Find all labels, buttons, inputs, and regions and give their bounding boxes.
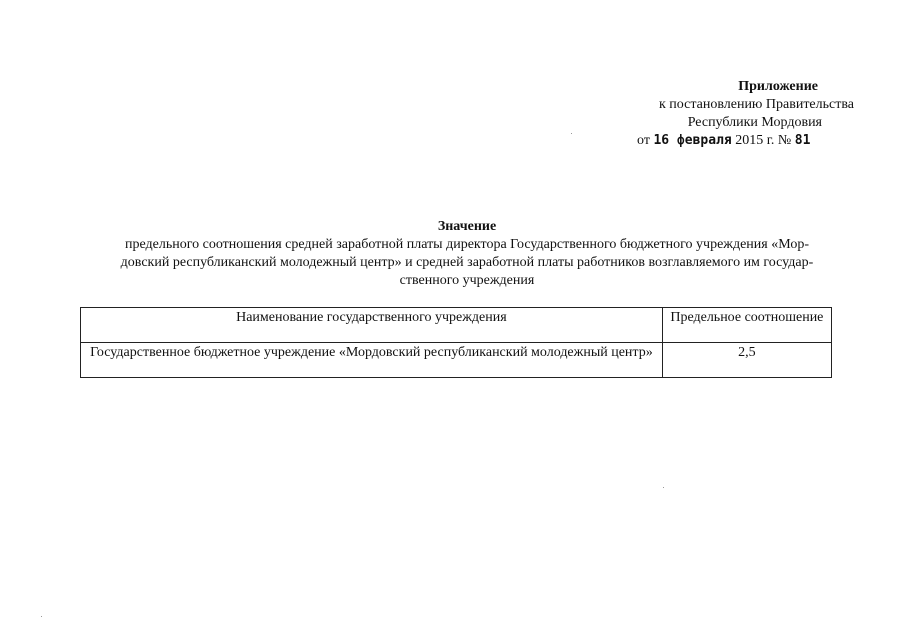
- table-row: [81, 343, 832, 378]
- date-year: 2015 г. №: [735, 133, 792, 148]
- scan-speck: [663, 487, 664, 488]
- cell-limit-ratio: 2,5: [662, 343, 831, 378]
- date-day-month: 16 февраля: [653, 133, 732, 148]
- scan-speck: [41, 616, 42, 617]
- header-institution-name: Наименование государственного учреждения: [81, 308, 663, 343]
- table-header-row: [81, 308, 832, 343]
- header-limit-ratio: Предельное соотношение: [662, 308, 831, 343]
- document-heading: [80, 218, 854, 290]
- resolution-number: 81: [794, 133, 811, 148]
- appendix-title: Приложение: [738, 79, 818, 94]
- ratio-table: [80, 307, 832, 378]
- appendix-line-republic: Республики Мордовия: [687, 115, 822, 130]
- scan-speck: [571, 133, 572, 134]
- appendix-line-resolution: к постановлению Правительства: [658, 97, 854, 112]
- appendix-block: [600, 78, 860, 150]
- date-prefix: от: [637, 133, 650, 148]
- heading-line-3: ственного учреждения: [399, 273, 535, 288]
- appendix-date-line: [600, 132, 860, 150]
- cell-institution-name: Государственное бюджетное учреждение «Мордовский республиканский молодежный центр»: [81, 343, 663, 378]
- heading-line-1: предельного соотношения средней заработной платы директора Государственного бюджетного учреждения «Мор-: [125, 237, 809, 252]
- heading-title: Значение: [437, 219, 497, 234]
- heading-line-2: довский республиканский молодежный центр» и средней заработной платы работников возглавляемого им государ-: [120, 255, 814, 270]
